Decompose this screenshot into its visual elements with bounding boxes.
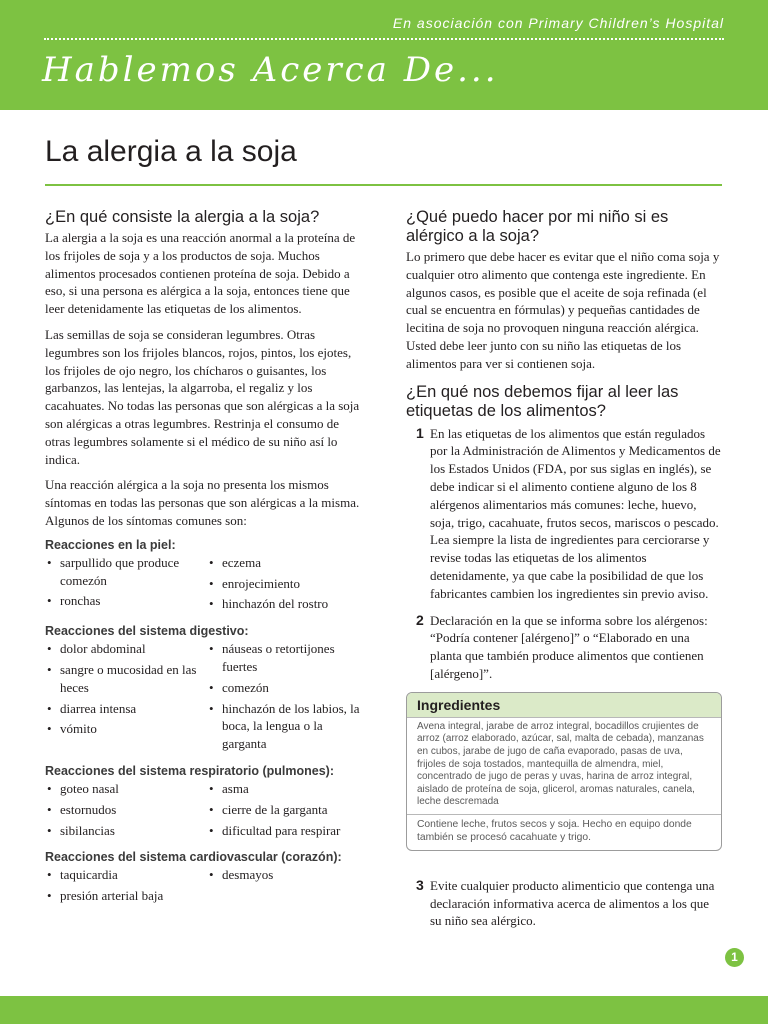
bullet-item: • ronchas: [45, 592, 207, 610]
bullet-item: • sibilancias: [45, 822, 207, 840]
bullet-item: • goteo nasal: [45, 780, 207, 798]
bullet-item: • náuseas o retortijones fuertes: [207, 640, 365, 676]
item-number: 2: [416, 611, 424, 628]
association-text: En asociación con Primary Children’s Hospital: [392, 15, 724, 31]
item-text: Declaración en la que se informa sobre los alérgenos: “Podría contener [alérgeno]” o “Elaborado en una planta que también produce alimentos que contienen [alérgeno]”.: [430, 612, 708, 681]
bullet-item: • asma: [207, 780, 365, 798]
ingredients-heading: Ingredientes: [407, 693, 721, 718]
item-number: 3: [416, 876, 424, 893]
bullet-list: [45, 554, 207, 616]
reaction-grid: [45, 640, 365, 756]
reaction-group-heading: Reacciones del sistema respiratorio (pulmones):: [45, 763, 334, 778]
item-number: 1: [416, 424, 424, 441]
page-number-badge: 1: [725, 948, 744, 967]
bullet-item: • vómito: [45, 720, 207, 738]
item-text: Evite cualquier producto alimenticio que contenga una declaración informativa acerca de alimentos a los que su niño sea alérgico.: [430, 877, 715, 929]
bullet-item: • estornudos: [45, 801, 207, 819]
numbered-item: [406, 612, 722, 683]
ingredients-box: [406, 692, 722, 851]
section-heading-what-is: ¿En qué consiste la alergia a la soja?: [45, 208, 320, 226]
bullet-item: • diarrea intensa: [45, 700, 207, 718]
reaction-group-heading: Reacciones del sistema digestivo:: [45, 624, 249, 639]
section-heading-labels: ¿En qué nos debemos fijar al leer las etiquetas de los alimentos?: [406, 382, 679, 420]
left-column: [45, 208, 365, 908]
page-title: La alergia a la soja: [45, 135, 297, 168]
paragraph: Una reacción alérgica a la soja no presenta los mismos síntomas en todas las personas que son alérgicas a la misma. Algunos de los síntomas comunes son:: [45, 477, 360, 528]
bullet-item: • comezón: [207, 679, 365, 697]
bullet-item: • dificultad para respirar: [207, 822, 365, 840]
bullet-item: • enrojecimiento: [207, 575, 365, 593]
reaction-group-heading: Reacciones en la piel:: [45, 537, 176, 552]
series-title: Hablemos Acerca De...: [42, 50, 499, 90]
reaction-group-heading: Reacciones del sistema cardiovascular (corazón):: [45, 850, 342, 865]
numbered-item: [406, 425, 722, 603]
header-banner: [0, 0, 768, 110]
numbered-item: [406, 877, 722, 930]
bullet-item: • dolor abdominal: [45, 640, 207, 658]
bullet-item: • hinchazón de los labios, la boca, la lengua o la garganta: [207, 700, 365, 753]
bullet-item: • sangre o mucosidad en las heces: [45, 661, 207, 697]
dotted-divider: [44, 38, 724, 40]
right-column: [406, 208, 722, 939]
bullet-item: • hinchazón del rostro: [207, 595, 365, 613]
bullet-list: [207, 780, 365, 842]
bullet-list: [207, 640, 365, 756]
paragraph: Lo primero que debe hacer es evitar que el niño coma soja y cualquier otro alimento que contenga este ingrediente. En algunos casos, es posible que el aceite de soja refinada (el cual se encuentra en fórmulas) y pequeñas cantidades de lecitina de soja no provoquen ninguna reacción alérgica. Usted debe leer junto con su niño las etiquetas de los alimentos para ver si contienen soja.: [406, 249, 720, 371]
reaction-grid: [45, 554, 365, 616]
bullet-item: • cierre de la garganta: [207, 801, 365, 819]
bullet-list: [45, 866, 207, 908]
title-rule: [45, 184, 722, 186]
bullet-list: [207, 554, 365, 616]
bullet-item: • eczema: [207, 554, 365, 572]
paragraph: Las semillas de soja se consideran legumbres. Otras legumbres son los frijoles blancos, rojos, pintos, los ejotes, los frijoles de ojo negro, los chícharos o guisantes, los garbanzos, las lentejas, la algarroba, el regaliz y los cacahuates. No todas las personas que son alérgicas a la soja son alérgicas a otras legumbres. Restrinja el consumo de otras legumbres solamente si el médico de su niño así lo indica.: [45, 326, 360, 467]
reaction-grid: [45, 780, 365, 842]
bullet-list: [45, 640, 207, 756]
ingredients-list: Avena integral, jarabe de arroz integral, bocadillos crujientes de arroz (arroz elaborado, azúcar, sal, malta de cebada), manzanas en cubos, jarabe de jugo de caña evaporado, pasas de uva, frijoles de soja tostados, mantequilla de almendra, miel, concentrado de jugo de peras y uvas, harina de arroz integral, aislado de proteína de soja, glicerol, aromas naturales, canela, leche descremada: [407, 718, 721, 815]
section-heading-what-to-do: ¿Qué puedo hacer por mi niño si es alérgico a la soja?: [406, 208, 669, 245]
bullet-item: • taquicardia: [45, 866, 207, 884]
footer-bar: [0, 996, 768, 1024]
paragraph: La alergia a la soja es una reacción anormal a la proteína de los frijoles de soja y a los productos de soja. Muchos alimentos procesados contienen proteína de soja. Debido a eso, si una persona es alérgica a la soja, entonces tiene que leer detenidamente las etiquetas de los alimentos.: [45, 230, 356, 317]
reactions-list: [45, 538, 365, 908]
bullet-list: [45, 780, 207, 842]
reaction-grid: [45, 866, 365, 908]
ingredients-note: Contiene leche, frutos secos y soja. Hecho en equipo donde también se procesó cacahuate y trigo.: [417, 818, 692, 843]
bullet-item: • presión arterial baja: [45, 887, 207, 905]
bullet-item: • desmayos: [207, 866, 365, 884]
bullet-item: • sarpullido que produce comezón: [45, 554, 207, 590]
bullet-list: [207, 866, 365, 908]
item-text: En las etiquetas de los alimentos que están regulados por la Administración de Alimentos y Medicamentos de los Estados Unidos (FDA, por sus siglas en inglés), se debe indicar si el alimento contiene alguno de los 8 alérgenos alimentarios más comunes: leche, huevo, soja, trigo, cacahuate, frutos secos, mariscos o pescado. Lea siempre la lista de ingredientes para cerciorarse y revise todas las etiquetas de los alimentos detenidamente, ya que cabe la posibilidad de que los fabricantes cambien los ingredientes sin previo aviso.: [430, 425, 721, 601]
